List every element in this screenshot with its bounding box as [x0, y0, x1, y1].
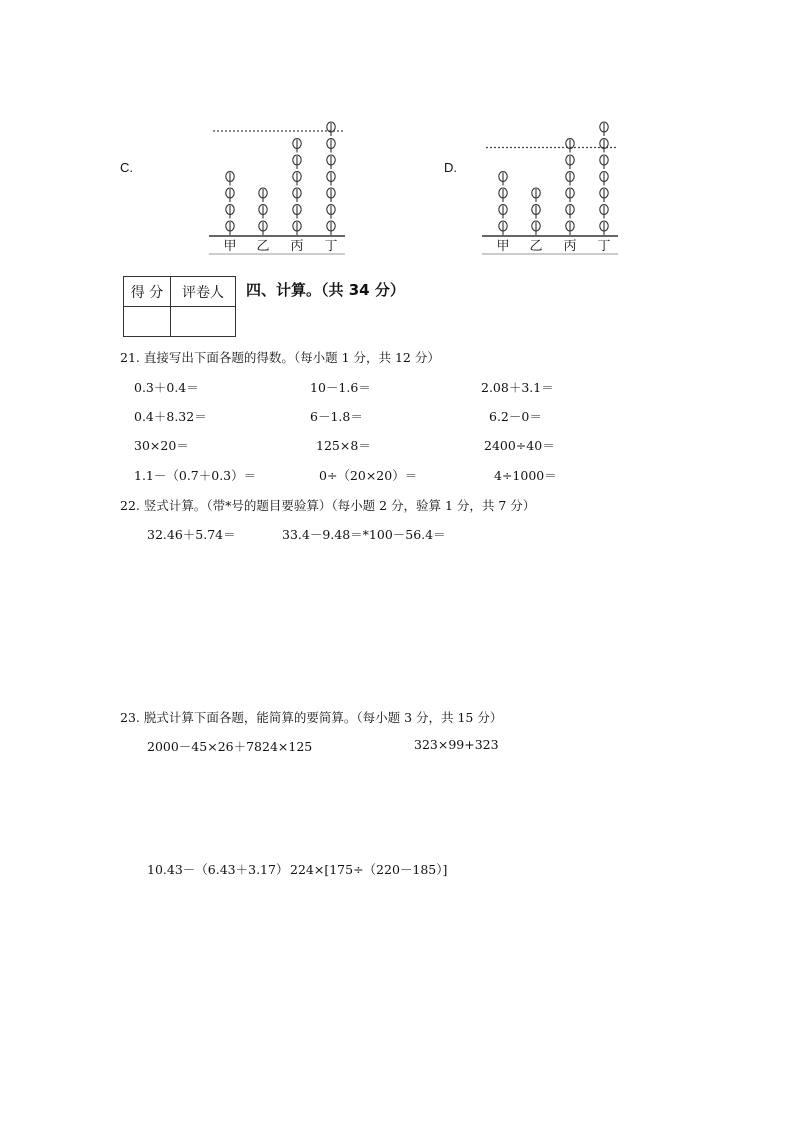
tree-icon — [600, 188, 608, 202]
q21-item: 125×8＝ — [316, 438, 371, 453]
tree-icon — [532, 221, 540, 235]
tree-icon — [566, 139, 574, 153]
tree-icon — [499, 172, 507, 186]
tree-icon — [327, 139, 335, 153]
tree-icon — [532, 205, 540, 219]
option-d-label: D. — [444, 160, 457, 175]
q21-item: 1.1－（0.7＋0.3）＝ — [134, 468, 257, 483]
q21-item: 6.2－0＝ — [489, 409, 542, 424]
q21-item: 4÷1000＝ — [494, 468, 557, 483]
q21-item: 0.3＋0.4＝ — [134, 380, 199, 395]
tree-icon — [293, 188, 301, 202]
tree-icon — [293, 139, 301, 153]
tree-icon — [293, 205, 301, 219]
q21-item: 30×20＝ — [134, 438, 189, 453]
tree-icon — [499, 205, 507, 219]
column-label: 丁 — [597, 239, 611, 254]
tree-icon — [226, 221, 234, 235]
tree-icon — [327, 188, 335, 202]
column-label: 甲 — [223, 239, 237, 254]
q21-item: 0÷（20×20）＝ — [319, 468, 418, 483]
column-label: 丙 — [563, 239, 577, 254]
tree-icon — [327, 221, 335, 235]
score-table — [123, 276, 236, 337]
tree-icon — [600, 205, 608, 219]
tree-icon — [327, 205, 335, 219]
q23-title: 23. 脱式计算下面各题，能简算的要简算。（每小题 3 分，共 15 分） — [120, 710, 503, 725]
q21-item: 2.08＋3.1＝ — [481, 380, 554, 395]
column-label: 丙 — [290, 239, 304, 254]
tree-icon — [259, 205, 267, 219]
score-header: 得 分 — [124, 277, 171, 307]
tree-icon — [226, 172, 234, 186]
tree-icon — [226, 205, 234, 219]
grader-header: 评卷人 — [171, 277, 236, 307]
tree-icon — [566, 155, 574, 169]
tree-icon — [532, 188, 540, 202]
q21-item: 10－1.6＝ — [310, 380, 371, 395]
column-label: 乙 — [529, 239, 543, 254]
q21-item: 2400÷40＝ — [484, 438, 555, 453]
q22-title: 22. 竖式计算。（带*号的题目要验算）（每小题 2 分，验算 1 分，共 7 分） — [120, 498, 536, 513]
tree-icon — [499, 188, 507, 202]
option-c-label: C. — [120, 160, 133, 175]
q23-item: 224×[175÷（220－185）] — [290, 862, 448, 877]
tree-icon — [566, 188, 574, 202]
tree-icon — [566, 172, 574, 186]
tree-icon — [259, 221, 267, 235]
tree-icon — [327, 172, 335, 186]
score-cell[interactable] — [124, 307, 171, 337]
tree-icon — [600, 155, 608, 169]
column-label: 乙 — [256, 239, 270, 254]
tree-icon — [293, 221, 301, 235]
q21-item: 6－1.8＝ — [310, 409, 363, 424]
tree-icon — [566, 221, 574, 235]
column-label: 丁 — [324, 239, 338, 254]
tree-icon — [293, 155, 301, 169]
option-d-tree-chart — [478, 108, 628, 258]
q22-item: 33.4－9.48＝*100－56.4＝ — [282, 527, 446, 542]
tree-icon — [600, 122, 608, 136]
tree-icon — [293, 172, 301, 186]
tree-icon — [600, 139, 608, 153]
option-c-tree-chart — [205, 108, 355, 258]
tree-icon — [600, 172, 608, 186]
grader-cell[interactable] — [171, 307, 236, 337]
column-label: 甲 — [496, 239, 510, 254]
tree-icon — [259, 188, 267, 202]
section-title: 四、计算。（共 34 分） — [246, 281, 405, 299]
q22-item: 32.46＋5.74＝ — [147, 527, 236, 542]
tree-icon — [499, 221, 507, 235]
q23-item: 323×99+323 — [414, 737, 499, 752]
q23-item: 2000－45×26＋7824×125 — [147, 739, 313, 754]
tree-icon — [600, 221, 608, 235]
q23-item: 10.43－（6.43＋3.17） — [147, 862, 289, 877]
tree-icon — [327, 122, 335, 136]
q21-item: 0.4＋8.32＝ — [134, 409, 207, 424]
tree-icon — [566, 205, 574, 219]
q21-title: 21. 直接写出下面各题的得数。（每小题 1 分，共 12 分） — [120, 350, 440, 365]
tree-icon — [327, 155, 335, 169]
tree-icon — [226, 188, 234, 202]
